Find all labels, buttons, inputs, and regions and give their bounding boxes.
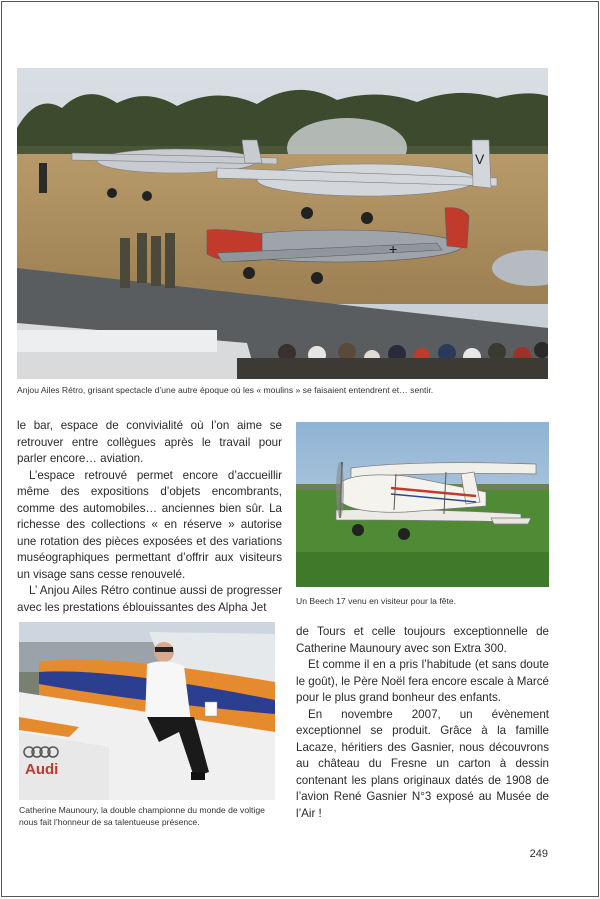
plane-logo-text: Audi bbox=[25, 761, 59, 778]
right-paragraph-3: En novembre 2007, un évènement exceptionnel se produit. Grâce à la famille Lacaze, héritiers des Gasnier, nous découvrons au château du Fresne un carton à dessin contenant les plans originaux datés de 1908 de l’avion René Gasnier N°3 exposé au Musée de l’Air ! bbox=[296, 707, 549, 820]
beech-illustration bbox=[296, 422, 549, 587]
left-paragraph-1: le bar, espace de convivialité où l’on aime se retrouver entre collègues après le travail pour parler encore… aviation. bbox=[17, 419, 282, 465]
catherine-photo bbox=[19, 622, 275, 800]
catherine-caption-line-1: Catherine Maunoury, la double championne du monde de voltige bbox=[19, 805, 265, 815]
beech-caption: Un Beech 17 venu en visiteur pour la fête. bbox=[296, 596, 457, 606]
left-paragraph-2: L’espace retrouvé permet encore d’accueillir même des expositions d’objets encombrants, comme des automobiles… anciennes bien sûr. La richesse des collections « en réserve » autorise une rotation des pièces exposées et des variations muséographiques permettant d’offrir aux visiteurs un visage sans cesse renouvelé. bbox=[17, 468, 282, 581]
right-column-text bbox=[296, 624, 549, 822]
svg-text:V: V bbox=[475, 151, 485, 167]
airshow-caption: Anjou Ailes Rétro, grisant spectacle d’une autre époque où les « moulins » se faisaient entendrent et… sentir. bbox=[17, 385, 434, 395]
document-page bbox=[1, 1, 599, 897]
left-paragraph-3: L’ Anjou Ailes Rétro continue aussi de progresser avec les prestations éblouissantes des Alpha Jet bbox=[17, 584, 282, 614]
page-number: 249 bbox=[529, 848, 548, 860]
airshow-illustration bbox=[17, 68, 548, 379]
catherine-caption bbox=[19, 804, 319, 828]
beech-photo bbox=[296, 422, 549, 587]
svg-text:+: + bbox=[389, 241, 398, 257]
right-paragraph-1: de Tours et celle toujours exceptionnelle de Catherine Maunoury avec son Extra 300. bbox=[296, 625, 549, 655]
right-paragraph-2: Et comme il en a pris l’habitude (et sans doute le goût), le Père Noël fera encore escale à Marcé pour le plus grand bonheur des enfants. bbox=[296, 658, 549, 704]
left-column-text bbox=[17, 418, 282, 616]
catherine-illustration bbox=[19, 622, 275, 800]
airshow-photo bbox=[17, 68, 548, 379]
catherine-caption-line-2: nous fait l’honneur de sa talentueuse présence. bbox=[19, 817, 200, 827]
